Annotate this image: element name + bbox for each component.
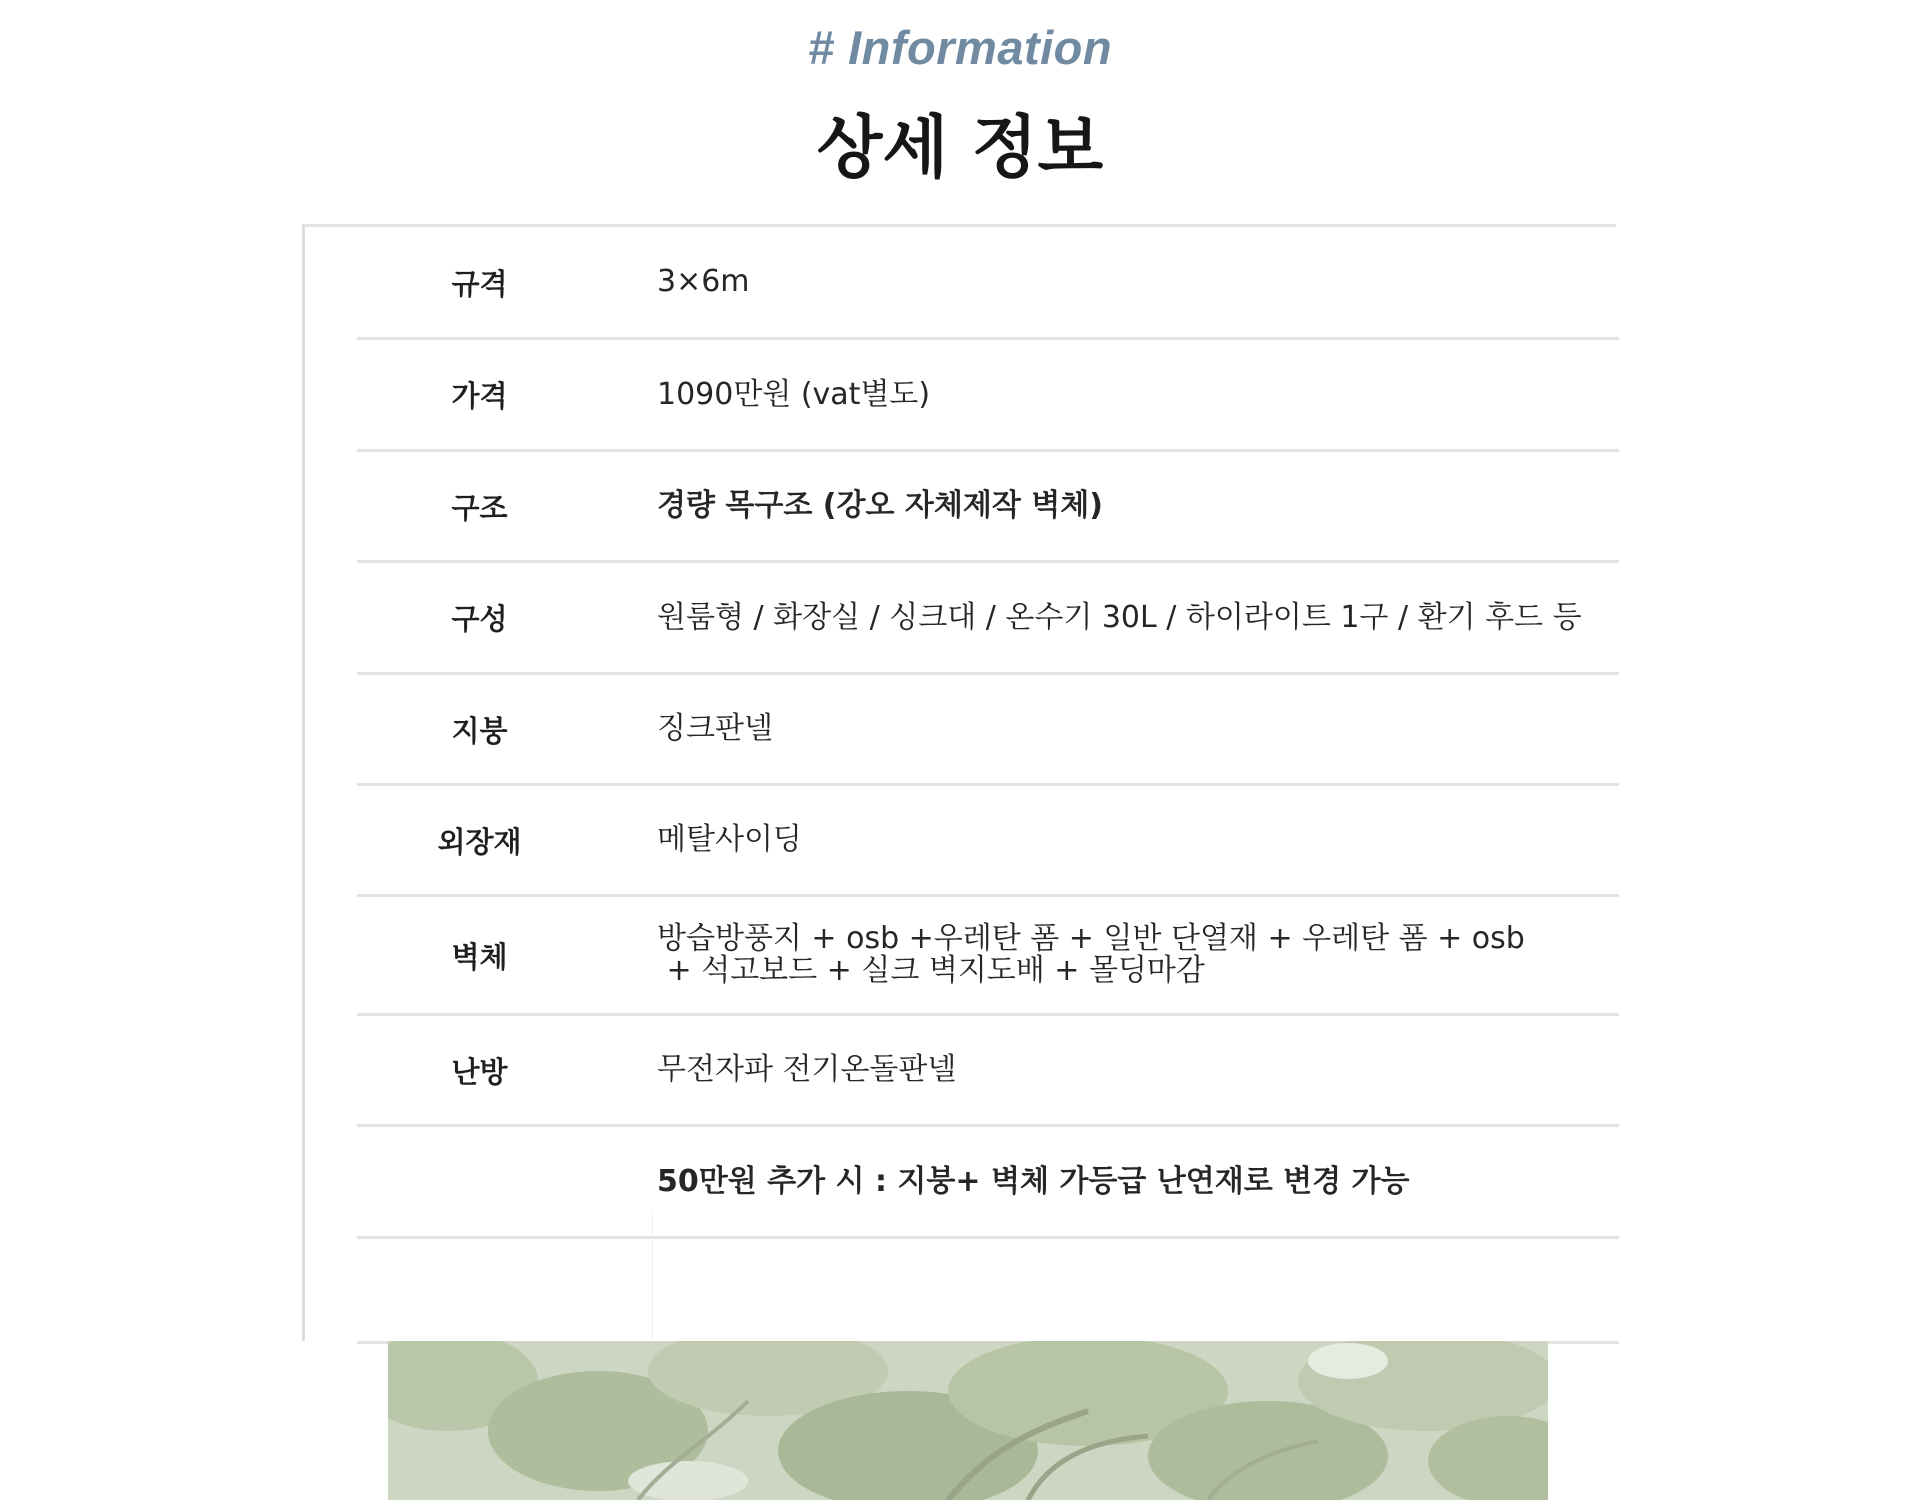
spec-value: 1090만원 (vat별도) — [657, 376, 931, 412]
spec-value: 경량 목구조 (강오 자체제작 벽체) — [657, 488, 1103, 523]
spec-label — [357, 1127, 602, 1236]
spec-label — [357, 1239, 602, 1341]
spec-row-structure — [357, 452, 1619, 563]
spec-row-exterior — [357, 786, 1619, 897]
spec-label: 구조 — [451, 490, 508, 525]
spec-label: 구성 — [451, 602, 508, 636]
spec-table — [302, 224, 1616, 1341]
spec-value: 무전자파 전기온돌판넬 — [657, 1052, 957, 1087]
spec-value: 메탈사이딩 — [657, 822, 802, 857]
spec-label: 벽체 — [451, 939, 508, 974]
spec-value: 3×6m — [657, 264, 750, 299]
spec-row-price — [357, 340, 1619, 452]
tree-foliage-image — [388, 1341, 1548, 1500]
spec-value: 50만원 추가 시 : 지붕+ 벽체 가등급 난연재로 변경 가능 — [657, 1163, 1410, 1199]
spec-row-heating — [357, 1016, 1619, 1127]
column-divider — [652, 1210, 653, 1340]
spec-row-wall — [357, 897, 1619, 1016]
spec-label: 가격 — [451, 379, 508, 413]
spec-label: 규격 — [451, 266, 508, 301]
spec-label: 난방 — [451, 1054, 508, 1089]
page-title: 상세 정보 — [816, 109, 1104, 188]
foliage-graphic — [388, 1341, 1548, 1500]
spec-value-line: + 석고보드 + 실크 벽지도배 + 몰딩마감 — [657, 953, 1205, 988]
spec-row-layout — [357, 563, 1619, 675]
spec-value-multiline — [657, 897, 1599, 1013]
section-eyebrow: # Information — [807, 21, 1113, 74]
spec-value: 징크판넬 — [657, 711, 773, 746]
spec-value-line: 방습방풍지 + osb +우레탄 폼 + 일반 단열재 + 우레탄 폼 + osb — [657, 921, 1525, 956]
spec-row-upgrade-note — [357, 1127, 1619, 1239]
spec-label: 외장재 — [437, 824, 522, 859]
spec-row-roof — [357, 675, 1619, 786]
spec-row-size — [357, 227, 1619, 340]
spec-label: 지붕 — [451, 713, 508, 748]
spec-value: 원룸형 / 화장실 / 싱크대 / 온수기 30L / 하이라이트 1구 / 환기 후드 등 — [657, 599, 1582, 635]
spec-row-empty — [357, 1239, 1619, 1344]
spec-value — [657, 1239, 1599, 1341]
